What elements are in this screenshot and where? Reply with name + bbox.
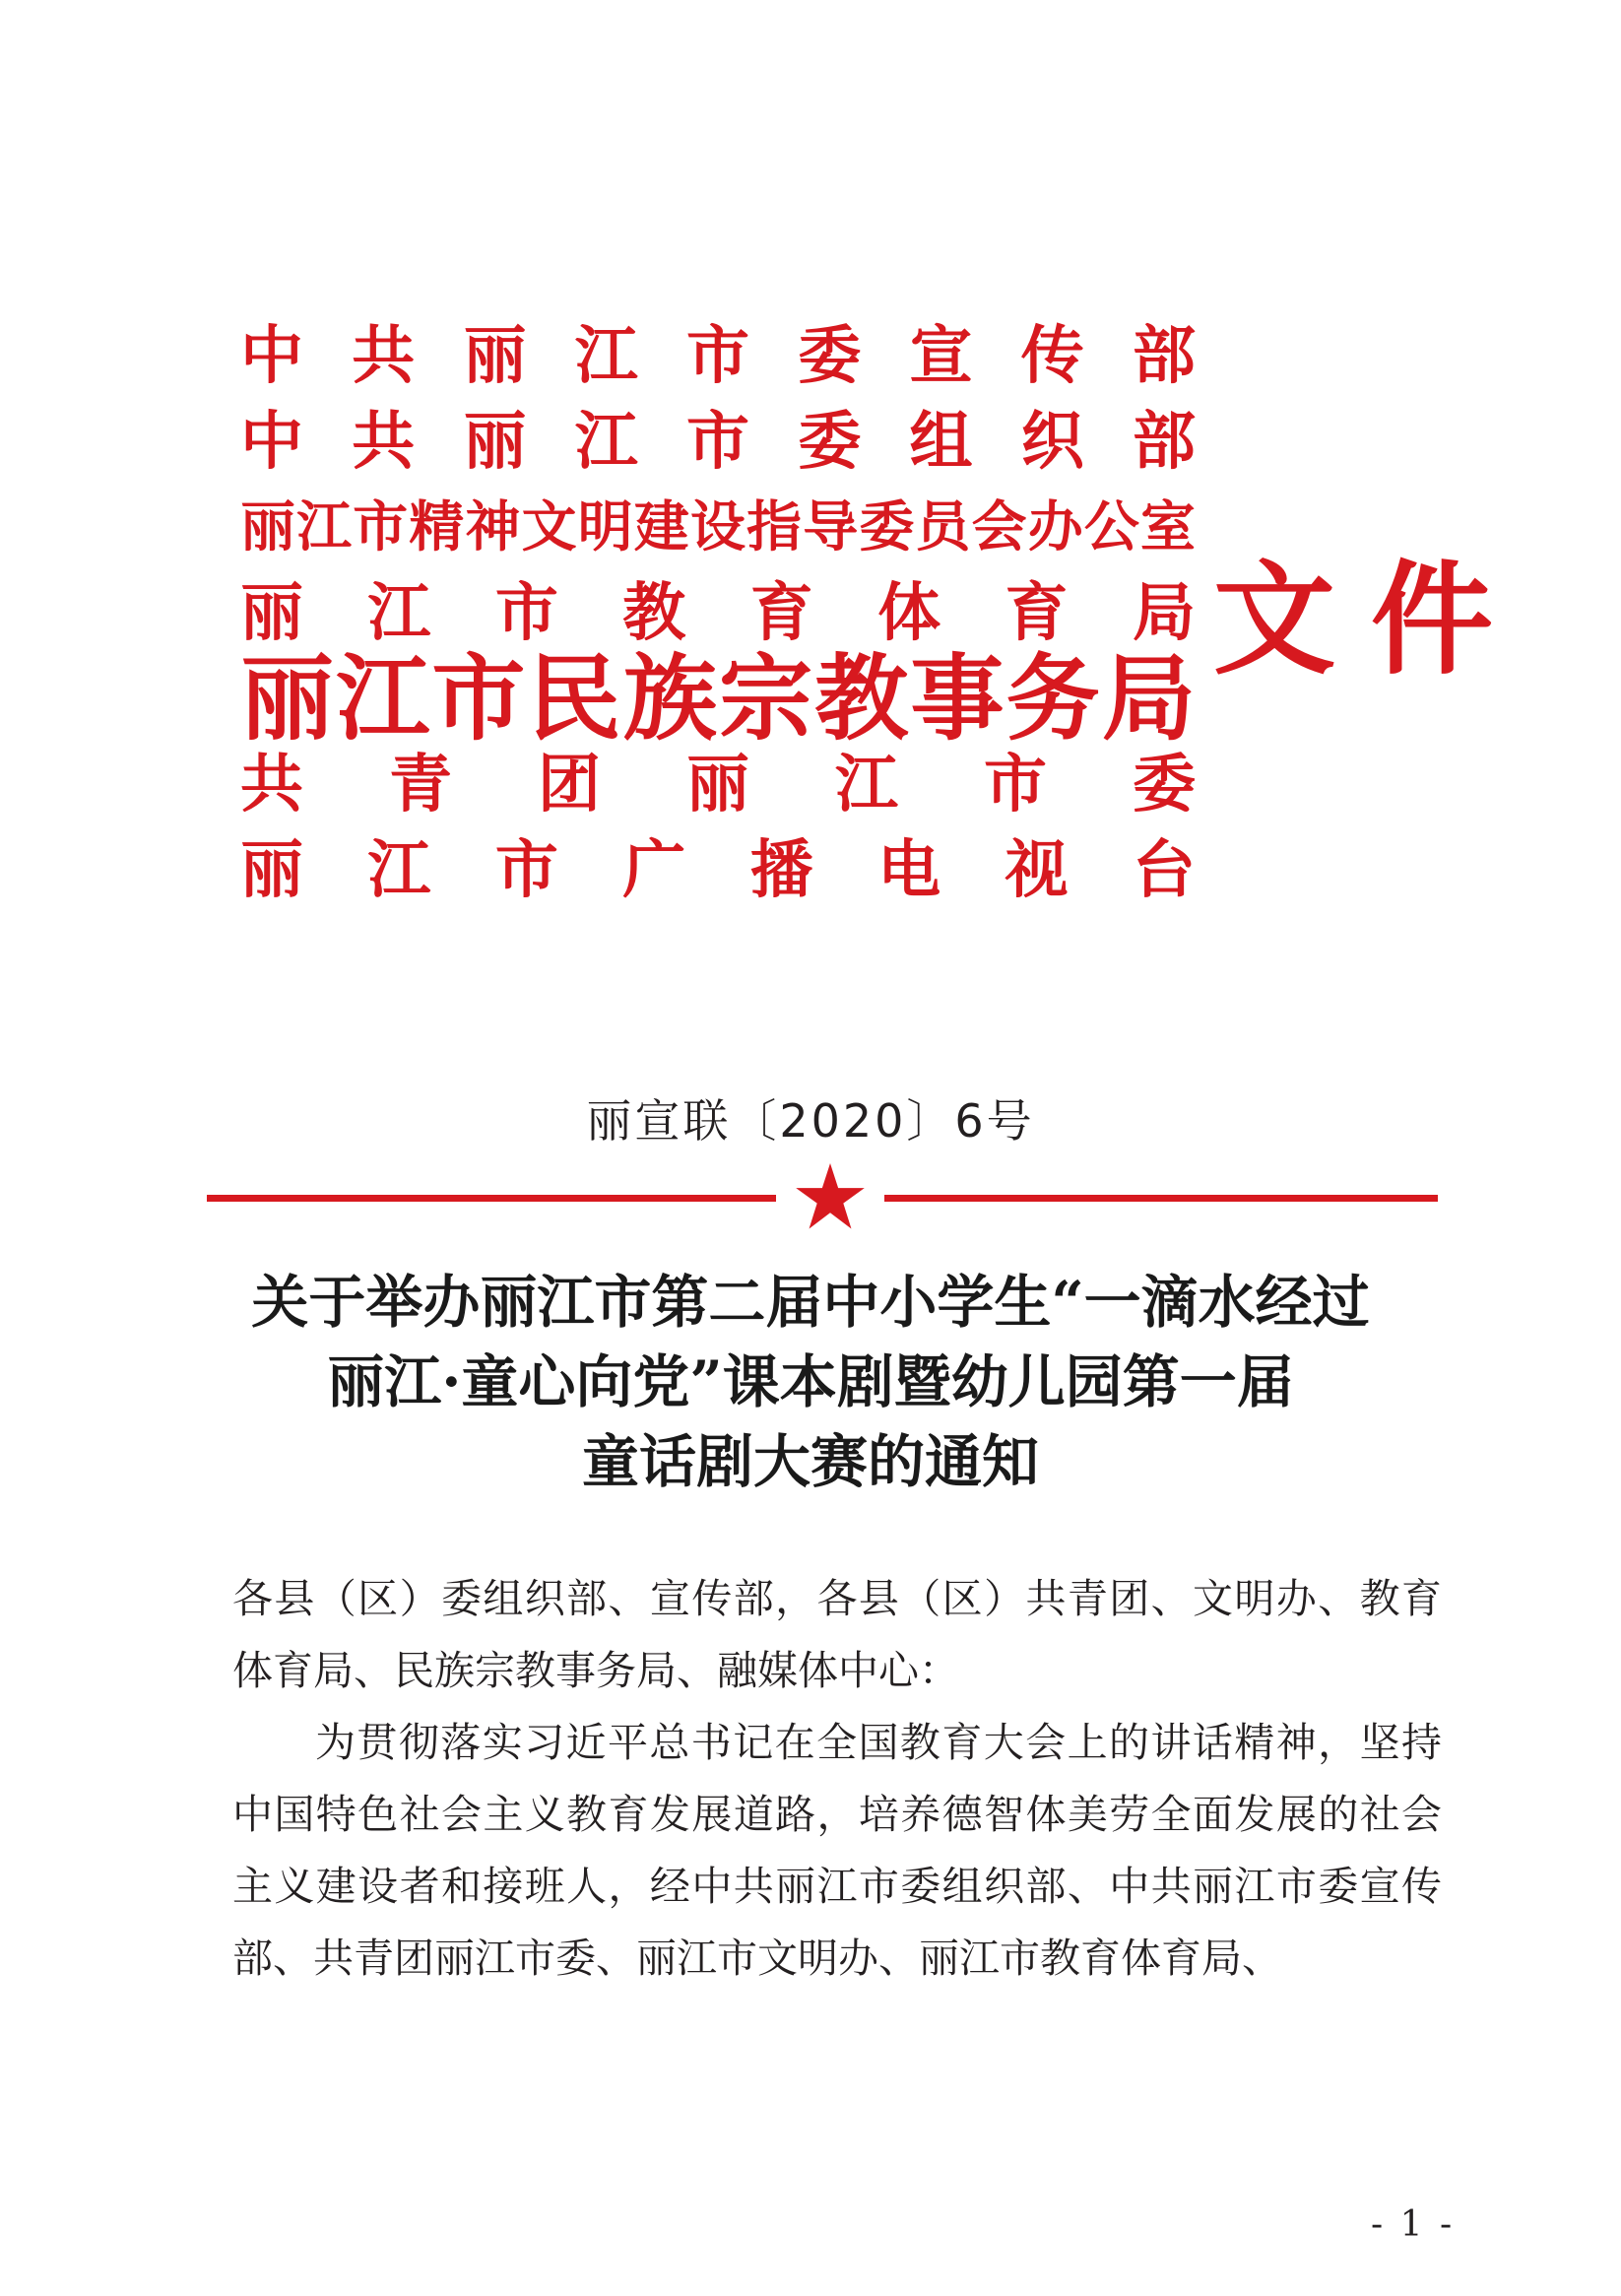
issuer-char: 丽 — [240, 644, 335, 754]
issuer-char: 员 — [915, 495, 971, 559]
issuer-char: 江 — [367, 833, 431, 907]
issuer-char: 市 — [353, 495, 409, 559]
issuer-char: 丽 — [240, 495, 295, 559]
issuer-char: 局 — [1132, 576, 1196, 650]
issuer-char: 台 — [1132, 833, 1196, 907]
star-icon — [794, 1160, 867, 1233]
red-rule-left — [207, 1195, 776, 1202]
issuer-char: 指 — [746, 495, 803, 559]
issuer-char: 精 — [409, 495, 465, 559]
issuer-char: 设 — [690, 495, 746, 559]
issuer-line — [240, 742, 1196, 827]
issuer-char: 局 — [1101, 644, 1196, 754]
issuer-char: 江 — [574, 405, 638, 479]
issuer-char: 宣 — [909, 319, 973, 393]
issuer-char: 导 — [803, 495, 859, 559]
issuer-char: 教 — [814, 644, 909, 754]
issuer-char: 江 — [336, 644, 430, 754]
issuer-char: 丽 — [463, 319, 527, 393]
issuer-char: 丽 — [686, 748, 749, 821]
issuer-char: 视 — [1005, 833, 1069, 907]
body-paragraph: 为贯彻落实习近平总书记在全国教育大会上的讲话精神，坚持中国特色社会主义教育发展道路，培养德智体美劳全面发展的社会主义建设者和接班人，经中共丽江市委组织部、中共丽江市委宣传部、共青团丽江市委、丽江市文明办、丽江市教育体育局、 — [232, 1719, 1442, 1982]
issuer-char: 江 — [367, 576, 431, 650]
red-rule-right — [884, 1195, 1438, 1202]
issuer-char: 丽 — [240, 833, 303, 907]
issuer-char: 江 — [574, 319, 638, 393]
issuer-char: 共 — [352, 405, 416, 479]
title-line: 丽江·童心向党”课本剧暨幼儿园第一届 — [327, 1348, 1294, 1415]
issuer-char: 委 — [798, 405, 862, 479]
issuer-char: 丽 — [463, 405, 527, 479]
issuer-line — [240, 644, 1196, 754]
issuer-char: 市 — [984, 748, 1047, 821]
addressee: 各县（区）委组织部、宣传部，各县（区）共青团、文明办、教育体育局、民族宗教事务局、融媒体中心： — [232, 1575, 1442, 1694]
document-word: 文件 — [1213, 549, 1529, 691]
document-body — [232, 1563, 1442, 1995]
issuer-char: 市 — [686, 405, 749, 479]
issuer-char: 事 — [910, 644, 1005, 754]
document-title — [197, 1263, 1424, 1502]
issuer-char: 文 — [521, 495, 577, 559]
issuer-char: 明 — [577, 495, 633, 559]
issuer-char: 会 — [971, 495, 1027, 559]
issuer-char: 育 — [749, 576, 813, 650]
issuer-char: 体 — [877, 576, 941, 650]
issuer-char: 务 — [1005, 644, 1100, 754]
issuer-char: 育 — [1005, 576, 1069, 650]
issuer-char: 共 — [240, 748, 303, 821]
issuer-char: 江 — [835, 748, 898, 821]
issuer-char: 委 — [798, 319, 862, 393]
issuer-char: 江 — [296, 495, 353, 559]
issuer-char: 办 — [1027, 495, 1083, 559]
issuer-char: 广 — [622, 833, 686, 907]
issuer-char: 教 — [622, 576, 686, 650]
issuer-line — [240, 827, 1196, 913]
title-line: 童话剧大赛的通知 — [581, 1428, 1039, 1495]
issuer-line — [240, 570, 1196, 656]
title-line: 关于举办丽江市第二届中小学生“一滴水经过 — [251, 1269, 1370, 1336]
issuer-char: 团 — [538, 748, 601, 821]
issuer-char: 部 — [1133, 405, 1196, 479]
issuer-char: 公 — [1083, 495, 1139, 559]
issuer-char: 神 — [465, 495, 521, 559]
issuing-authorities — [240, 313, 1196, 913]
issuer-char: 部 — [1133, 319, 1196, 393]
issuer-char: 族 — [622, 644, 717, 754]
issuer-char: 市 — [431, 644, 526, 754]
issuer-char: 中 — [240, 405, 303, 479]
issuer-char: 共 — [352, 319, 416, 393]
issuer-char: 组 — [909, 405, 973, 479]
issuer-char: 青 — [389, 748, 452, 821]
page-number: - 1 - — [1371, 2204, 1456, 2245]
issuer-char: 市 — [494, 833, 558, 907]
issuer-char: 传 — [1020, 319, 1084, 393]
issuer-line — [240, 485, 1196, 570]
issuer-char: 市 — [494, 576, 558, 650]
document-number: 丽宣联〔2020〕6号 — [586, 1094, 1035, 1148]
issuer-char: 播 — [749, 833, 813, 907]
issuer-char: 委 — [1133, 748, 1196, 821]
issuer-char: 民 — [527, 644, 621, 754]
issuer-char: 织 — [1020, 405, 1084, 479]
issuer-char: 建 — [633, 495, 689, 559]
issuer-char: 委 — [859, 495, 915, 559]
issuer-line — [240, 313, 1196, 399]
issuer-char: 丽 — [240, 576, 303, 650]
issuer-line — [240, 399, 1196, 485]
issuer-char: 室 — [1140, 495, 1196, 559]
issuer-char: 中 — [240, 319, 303, 393]
issuer-char: 电 — [877, 833, 941, 907]
issuer-char: 宗 — [719, 644, 813, 754]
issuer-char: 市 — [686, 319, 749, 393]
